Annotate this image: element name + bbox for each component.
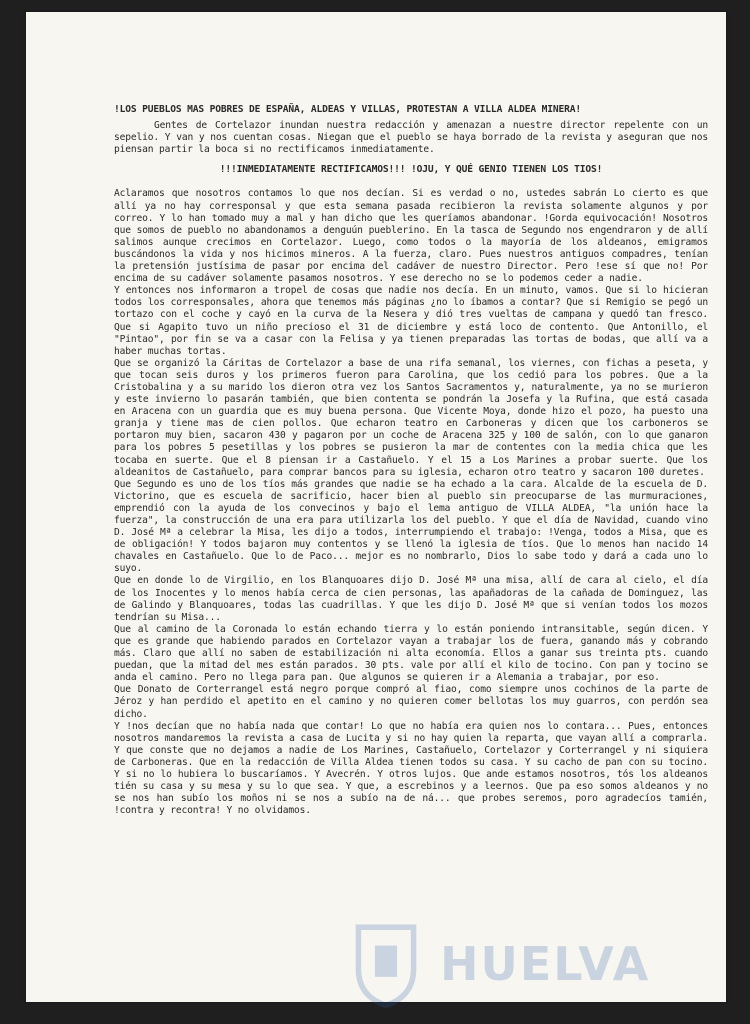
document-subtitle: !!!INMEDIATAMENTE RECTIFICAMOS!!! !OJU, Y QUÉ GENIO TIENEN LOS TIOS! xyxy=(219,164,603,176)
paragraph: Que se organizó la Cáritas de Cortelazor a base de una rifa semanal, los viernes, con fichas a peseta, y que tocan seis duros y los primeros fueron para Carolina, que los cedió para los pobres. Que a la Cristobalina y a su marido los dieron otra vez los Santos Sacramentos y, naturalmente, ya no se murieron y este invierno lo pasarán también, que bien contenta se pondrán la Josefa y la Rufina, que está casada en Aracena con un guardia que es muy buena persona. Que Vicente Moya, donde hizo el pozo, ha puesto una granja y tiene mas de cien pollos. Que echaron teatro en Carboneras y dicen que los carboneros se portaron muy bien, sacaron 430 y pagaron por un coche de Aracena 325 y 100 de salón, con lo que ganaron para los pobres 5 pesetillas y los pobres se pusieron la mar de contentes con la media chica que les tocaba en suerte. Que el 8 piensan ir a Castañuelo. Y el 15 a Los Marines a probar suerte. Que los aldeanitos de Castañuelo, para comprar bancos para su iglesia, echaron otro teatro y sacaron 100 duretes. xyxy=(114,357,708,478)
document-title: !LOS PUEBLOS MAS POBRES DE ESPAÑA, ALDEAS Y VILLAS, PROTESTAN A VILLA ALDEA MINERA! xyxy=(114,104,581,115)
seal-icon xyxy=(340,918,432,1010)
body-paragraphs xyxy=(114,188,708,817)
document-content xyxy=(114,104,708,817)
paragraph: Que Segundo es uno de los tíos más grandes que nadie se ha echado a la cara. Alcalde de la escuela de D. Victorino, que es escuela de sacrificio, hacer bien al pueblo sin preocuparse de las murmuraciones, emprendió con la ayuda de los convecinos y bajo el lema antiguo de VILLA ALDEA, "la unión hace la fuerza", la construcción de una era para utilizarla los del pueblo. Y que el día de Navidad, cuando vino D. José Mª a celebrar la Misa, les dijo a todos, interrumpiendo el trabajo: !Venga, todos a Misa, que es de obligación! Y todos bajaron muy contentos y se llenó la iglesia de tíos. Que lo menos han nacido 14 chavales en Castañuelo. Que lo de Paco... mejor es no nombrarlo, Dios lo sabe todo y dará a cada uno lo suyo. xyxy=(114,478,708,575)
paragraph: Aclaramos que nosotros contamos lo que nos decían. Si es verdad o no, ustedes sabrán Lo cierto es que allí ya no hay corresponsal y que esta semana pasada recibieron la revista solamente algunos y por correo. Y lo han tomado muy a mal y han dicho que les queríamos abandonar. !Gorda equivocación! Nosotros que somos de pueblo no abandonamos a denguún pueblerino. En la tasca de Segundo nos engendraron y de allí salimos aunque crecimos en Cortelazor. Luego, como todos o la mayoría de los aldeanos, emigramos buscándonos la vida y nos hicimos mineros. A la fuerza, claro. Pues nuestros antiguos compadres, tenían la pretensión justísima de pasar por encima del cadáver de nuestro Director. Pero !ese sí que no! Por encima de su cadáver solamente pasamos nosotros. Y ese derecho no se lo podemos ceder a nadie. xyxy=(114,188,708,285)
paragraph: Que al camino de la Coronada lo están echando tierra y lo están poniendo intransitable, según dicen. Y que es grande que habiendo parados en Cortelazor vayan a trabajar los de fuera, ganando más y cobrando más. Claro que allí no saben de estabilización ni alta economía. Ellos a ganar sus treinta pts. cuando puedan, que la mitad del mes están parados. 30 pts. vale por allí el kilo de tocino. Con pan y tocino se anda el camino. Pero no llega para pan. Que algunos se quieren ir a Alemania a trabajar, por eso. xyxy=(114,623,708,684)
paragraph: Y !nos decían que no había nada que contar! Lo que no había era quien nos lo contara... Pues, entonces nosotros mandaremos la revista a casa de Lucita y si no hay quien la reparta, que vayan allí a comprarla. Y que conste que no dejamos a nadie de Los Marines, Castañuelo, Cortelazor y Corterrangel y ni siquiera de Carboneras. Que en la redacción de Villa Aldea tienen todos su casa. Y su cacho de pan con su tocino. Y si no lo hubiera lo buscaríamos. Y Avecrén. Y otros lujos. Que ande estamos nosotros, tós los aldeanos tién su casa y su mesa y su lo que sea. Y que, a escrebinos y a leernos. Que pa eso somos aldeanos y no se nos han subío los moños ni se nos a subío na de ná... que probes seremos, poro agradecíos tamién, !contra y recontra! Y no olvidamos. xyxy=(114,720,708,817)
paragraph: Que Donato de Corterrangel está negro porque compró al fiao, como siempre unos cochinos de la parte de Jéroz y han perdido el apetito en el camino y no quieren comer bellotas los muy guarros, con perdón sea dicho. xyxy=(114,684,708,720)
intro-paragraph: Gentes de Cortelazor inundan nuestra redacción y amenazan a nuestre director repelente con un sepelio. Y van y nos cuentan cosas. Niegan que el pueblo se haya borrado de la revista y aseguran que nos piensan partir la boca si no rectificamos inmediatamente. xyxy=(114,120,708,156)
document-sheet xyxy=(26,12,726,1002)
paragraph: Que en donde lo de Virgilio, en los Blanquoares dijo D. José Mª una misa, allí de cara al cielo, el día de los Inocentes y lo menos había cerca de cien personas, las apañadoras de la cañada de Dominguez, las de Galindo y Blanquoares, todas las cuadrillas. Y que les dijo D. José Mª que si venían todos los mozos tendrían su Misa... xyxy=(114,575,708,623)
watermark xyxy=(340,918,650,1010)
watermark-text: HUELVA xyxy=(440,937,651,991)
paragraph: Y entonces nos informaron a tropel de cosas que nadie nos decía. En un minuto, vamos. Que si lo hicieran todos los corresponsales, ahora que tenemos más páginas ¿no lo íbamos a contar? Que si Remigio se pegó un tortazo con el coche y cayó en la curva de la Nesera y dió tres vueltas de campana y quedó tan fresco. Que si Agapito tuvo un niño precioso el 31 de diciembre y está loco de contento. Que Antonillo, el "Pintao", por fin se va a casar con la Felisa y ya tienen preparadas las tortas de bodas, que allí va a haber muchas tortas. xyxy=(114,285,708,357)
